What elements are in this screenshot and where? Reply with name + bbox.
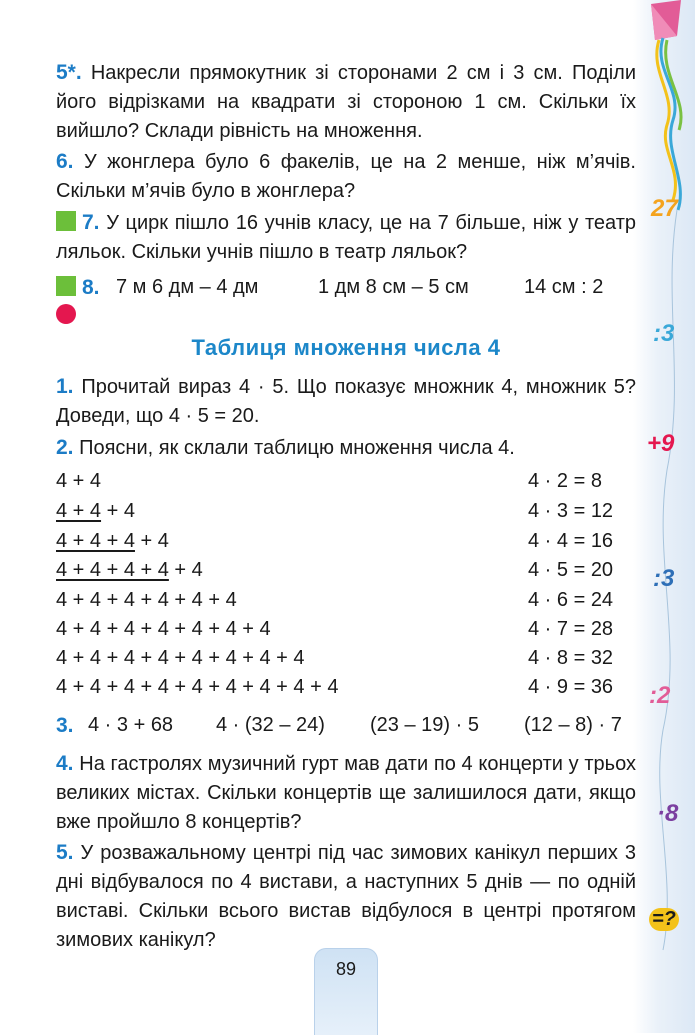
- sum-rest: 4 + 4 + 4 + 4 + 4 + 4: [56, 589, 237, 611]
- task-number: 8.: [82, 276, 100, 299]
- task-number: 1.: [56, 375, 74, 398]
- margin-mark-27: 27: [651, 195, 678, 222]
- task-5: [56, 58, 636, 146]
- task-text: У жонглера було 6 факелів, це на 2 менше, ніж м’ячів. Скільки м’ячів було в жонглера?: [56, 151, 636, 202]
- sum-rest: + 4: [101, 500, 135, 522]
- margin-mark-div3: :3: [653, 320, 675, 347]
- task-3: [56, 711, 636, 741]
- product: 4 · 2 = 8: [528, 470, 602, 492]
- expr: 4 · 3 + 68: [88, 714, 174, 736]
- table-row: [56, 556, 636, 585]
- task-text: У розважальному центрі під час зимових канікул перших 3 дні відбувалося по 4 вистави, а наступних 5 днів — по одній виставі. Скільки всього вистав відбулося в центрі протягом зимових канікул?: [56, 842, 636, 951]
- task-4: [56, 749, 636, 837]
- product: 4 · 7 = 28: [528, 618, 614, 640]
- expr: 14 см : 2: [524, 276, 604, 298]
- table-row: [56, 467, 636, 496]
- product: 4 · 3 = 12: [528, 500, 614, 522]
- task-6: [56, 147, 636, 206]
- task-number: 6.: [56, 150, 74, 173]
- green-square-icon: [56, 276, 76, 296]
- sum-rest: 4 + 4 + 4 + 4 + 4 + 4 + 4 + 4 + 4: [56, 676, 339, 698]
- expr: 7 м 6 дм – 4 дм: [116, 276, 259, 298]
- task-text: Поясни, як склали таблицю множення числа 4.: [79, 437, 515, 459]
- sum-rest: 4 + 4 + 4 + 4 + 4 + 4 + 4 + 4: [56, 647, 305, 669]
- task-8: [56, 273, 636, 303]
- table-row: [56, 615, 636, 644]
- green-square-icon: [56, 211, 76, 231]
- task-number: 5.: [56, 841, 74, 864]
- table-row: [56, 586, 636, 615]
- underlined-sum: 4 + 4: [56, 500, 102, 522]
- sum-rest: + 4: [168, 559, 203, 581]
- product: 4 · 6 = 24: [528, 589, 614, 611]
- table-row: [56, 527, 636, 556]
- table-row: [56, 497, 636, 526]
- table-row: [56, 644, 636, 673]
- margin-mark-equals-q: =?: [649, 908, 679, 931]
- margin-strip: [633, 0, 695, 1033]
- task-text: Накресли прямокутник зі сторонами 2 см і 3 см. Поділи його відрізками на квадрати зі стороною 1 см. Скільки їх вийшло? Склади рівність на множення.: [56, 62, 637, 142]
- page-number: 89: [335, 959, 357, 979]
- task-number: 4.: [56, 752, 74, 775]
- task-2: [56, 433, 636, 463]
- product: 4 · 4 = 16: [528, 530, 614, 552]
- table-row: [56, 673, 636, 702]
- sum-rest: 4 + 4 + 4 + 4 + 4 + 4 + 4: [56, 618, 271, 640]
- task-5b: [56, 838, 636, 955]
- expr: (12 – 8) · 7: [524, 714, 622, 736]
- sum-rest: 4 + 4: [56, 470, 102, 492]
- margin-mark-div2: :2: [649, 682, 671, 709]
- task-text: У цирк пішло 16 учнів класу, це на 7 більше, ніж у театр ляльок. Скільки учнів пішло в театр ляльок?: [56, 212, 637, 263]
- task-text: На гастролях музичний гурт мав дати по 4 концерти у трьох великих містах. Скільки концертів ще залишилося дати, якщо вже пройшло 8 концертів?: [56, 753, 636, 833]
- product: 4 · 5 = 20: [528, 559, 614, 581]
- margin-mark-plus9: +9: [647, 430, 675, 457]
- page-number-tab: [314, 948, 378, 1035]
- sum-rest: + 4: [134, 530, 169, 552]
- task-7: [56, 208, 636, 267]
- product: 4 · 8 = 32: [528, 647, 614, 669]
- kite-icon: [633, 0, 695, 1033]
- task-number: 2.: [56, 436, 74, 459]
- underlined-sum: 4 + 4 + 4: [56, 530, 135, 552]
- expr: 4 · (32 – 24): [216, 714, 325, 736]
- section-title: Таблиця множення числа 4: [191, 335, 501, 360]
- task-text: Прочитай вираз 4 · 5. Що показує множник 4, множник 5? Доведи, що 4 · 5 = 20.: [56, 376, 637, 427]
- task-number: 7.: [82, 211, 100, 234]
- task-number: 5*.: [56, 61, 82, 84]
- task-number: 3.: [56, 714, 74, 737]
- expr: (23 – 19) · 5: [370, 714, 479, 736]
- margin-mark-times8: ·8: [657, 800, 679, 827]
- expr: 1 дм 8 см – 5 см: [318, 276, 469, 298]
- margin-mark-div3b: :3: [653, 565, 675, 592]
- task-1: [56, 372, 636, 431]
- red-circle-icon: [56, 304, 76, 324]
- product: 4 · 9 = 36: [528, 676, 614, 698]
- underlined-sum: 4 + 4 + 4 + 4: [56, 559, 169, 581]
